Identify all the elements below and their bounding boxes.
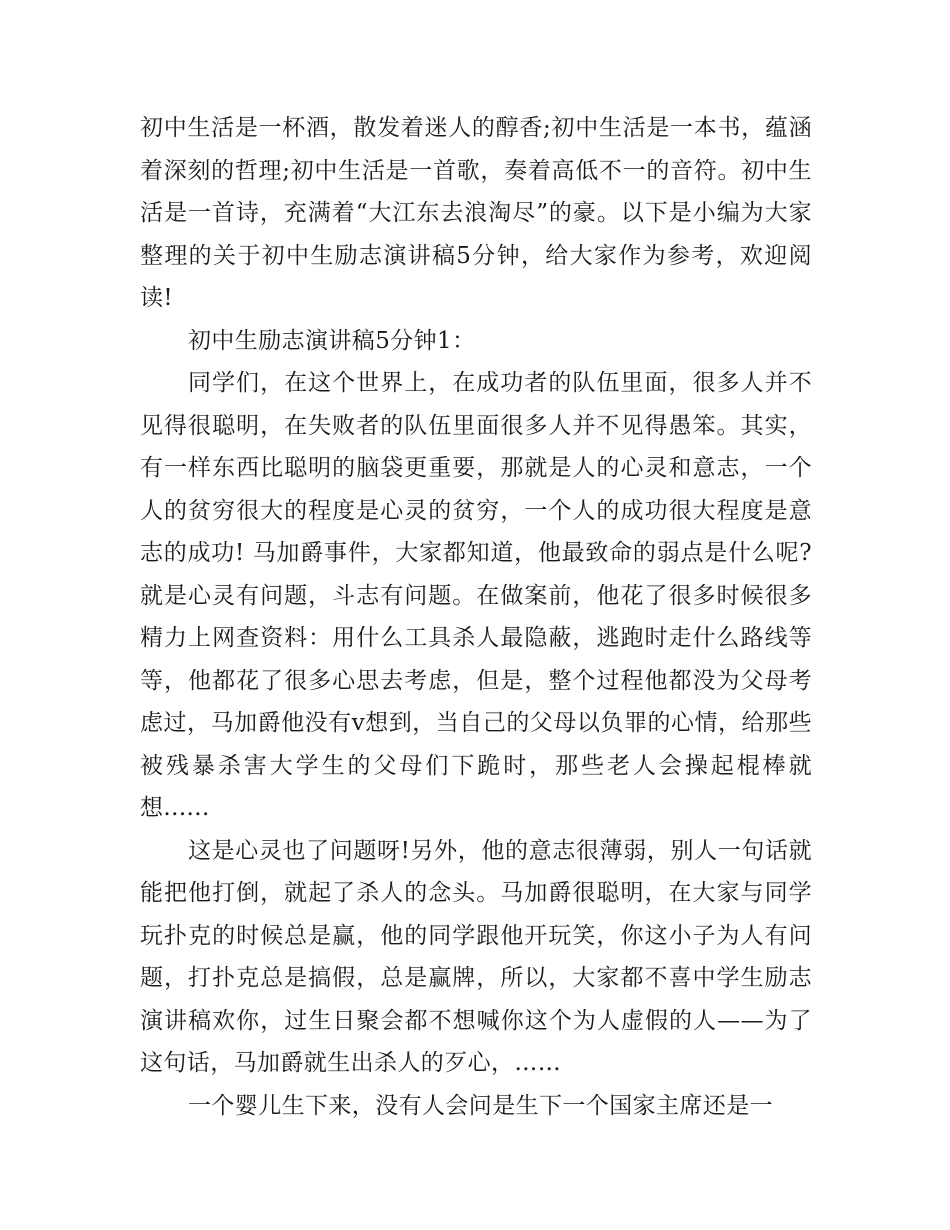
body-paragraph-1: 同学们，在这个世界上，在成功者的队伍里面，很多人并不见得很聪明，在失败者的队伍里面很多人并不见得愚笨。其实，有一样东西比聪明的脑袋更重要，那就是人的心灵和意志，一个人的贫穷很大的程度是心灵的贫穷，一个人的成功很大程度是意志的成功! 马加爵事件，大家都知道，他最致命的弱点是什么呢?就是心灵有问题，斗志有问题。在做案前，他花了很多时候很多精力上网查资料：用什么工具杀人最隐蔽，逃跑时走什么路线等等，他都花了很多心思去考虑，但是，整个过程他都没为父母考虑过，马加爵他没有v想到，当自己的父母以负罪的心情，给那些被残暴杀害大学生的父母们下跪时，那些老人会操起棍棒就想...... <box>140 370 812 821</box>
body-paragraph-2: 这是心灵也了问题呀!另外，他的意志很薄弱，别人一句话就能把他打倒，就起了杀人的念头。马加爵很聪明，在大家与同学玩扑克的时候总是赢，他的同学跟他开玩笑，你这小子为人有问题，打扑克总是搞假，总是赢牌，所以，大家都不喜中学生励志演讲稿欢你，过生日聚会都不想喊你这个为人虚假的人——为了这句话，马加爵就生出杀人的歹心，…… <box>140 837 812 1076</box>
intro-paragraph: 初中生活是一杯酒，散发着迷人的醇香;初中生活是一本书，蕴涵着深刻的哲理;初中生活是一首歌，奏着高低不一的音符。初中生活是一首诗，充满着“大江东去浪淘尽”的豪。以下是小编为大家整理的关于初中生励志演讲稿5分钟，给大家作为参考，欢迎阅读! <box>140 115 812 311</box>
body-paragraph-3: 一个婴儿生下来，没有人会问是生下一个国家主席还是一 <box>188 1092 773 1119</box>
document-page <box>140 107 812 1127</box>
section-heading: 初中生励志演讲稿5分钟1： <box>188 327 476 354</box>
